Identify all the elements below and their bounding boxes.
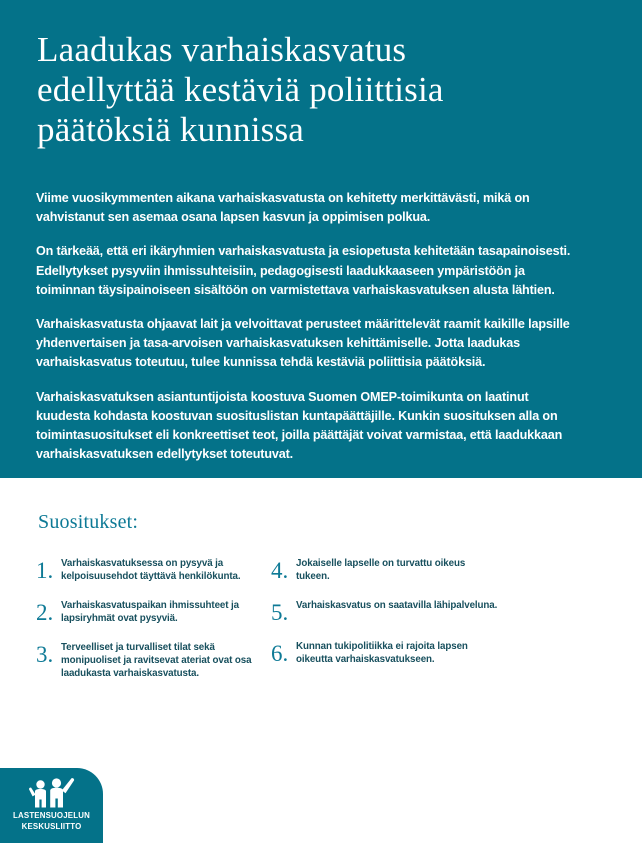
list-item-text: Jokaiselle lapselle on turvattu oikeus tukeen. (296, 558, 466, 582)
page-title-line-2: edellyttää kestäviä poliittisia (37, 70, 444, 109)
recommendations-columns (36, 555, 506, 694)
recommendations-heading: Suositukset: (38, 511, 139, 533)
list-item (36, 555, 271, 583)
intro-text-block (36, 188, 596, 463)
list-item-number: 3. (36, 642, 54, 668)
list-item (36, 639, 271, 680)
list-item-number: 1. (36, 558, 54, 583)
logo-wordmark-line-2: KESKUSLIITTO (21, 820, 82, 831)
recommendations-column-right (271, 555, 506, 694)
page-title (37, 30, 577, 150)
list-item-text: Varhaiskasvatuksessa on pysyvä ja kelpoisuusehdot täyttävä henkilökunta. (61, 558, 241, 582)
recommendations-column-left (36, 555, 271, 694)
list-item (271, 555, 506, 583)
list-item-text: Varhaiskasvatuspaikan ihmissuhteet ja lapsiryhmät ovat pysyviä. (61, 600, 240, 624)
page-title-line-1: Laadukas varhaiskasvatus (37, 30, 407, 69)
list-item-number: 4. (271, 558, 289, 583)
list-item-number: 6. (271, 641, 289, 667)
list-item-text: Kunnan tukipolitiikka ei rajoita lapsen oikeutta varhaiskasvatukseen. (296, 641, 468, 665)
logo-wordmark (3, 810, 100, 831)
page-title-line-3: päätöksiä kunnissa (37, 110, 305, 149)
list-item (36, 597, 271, 625)
intro-paragraph-4: Varhaiskasvatuksen asiantuntijoista koostuva Suomen OMEP-toimikunta on laatinut kuudesta kohdasta koostuvan suosituslistan kuntapäättäjille. Kunkin suosituksen alla on toimintasuositukset eli konkreettiset teot, joilla päättäjät voivat varmistaa, että laadukkaan varhaiskasvatuksen edellytykset toteutuvat. (36, 388, 563, 462)
intro-paragraph-1: Viime vuosikymmenten aikana varhaiskasvatusta on kehitetty merkittävästi, mikä on vahvistanut sen asemaa osana lapsen kasvun ja oppimisen polkua. (36, 190, 530, 225)
list-item (271, 638, 506, 666)
two-figures-icon (27, 777, 77, 808)
organization-logo (0, 768, 103, 843)
list-item-number: 5. (271, 600, 289, 626)
list-item (271, 597, 506, 624)
logo-wordmark-line-1: LASTENSUOJELUN (13, 810, 90, 820)
intro-paragraph-2: On tärkeää, että eri ikäryhmien varhaiskasvatusta ja esiopetusta kehitetään tasapainoisesti. Edellytykset pysyviin ihmissuhteisiin, pedagogisesti laadukkaaseen ympäristöön ja toiminnan täysipainoiseen sisältöön on varmistettava varhaiskasvatuksen alusta lähtien. (36, 243, 571, 297)
list-item-number: 2. (36, 600, 54, 626)
list-item-text: Terveelliset ja turvalliset tilat sekä monipuoliset ja ravitsevat ateriat ovat osa laadukasta varhaiskasvatusta. (61, 642, 252, 679)
list-item-text: Varhaiskasvatus on saatavilla lähipalveluna. (296, 600, 498, 612)
intro-paragraph-3: Varhaiskasvatusta ohjaavat lait ja velvoittavat perusteet määrittelevät raamit kaikille lapsille yhdenvertaisen ja tasa-arvoisen varhaiskasvatuksen kehittämiselle. Jotta laadukas varhaiskasvatus toteutuu, tulee kunnissa tehdä kestäviä poliittisia päätöksiä. (36, 316, 570, 370)
